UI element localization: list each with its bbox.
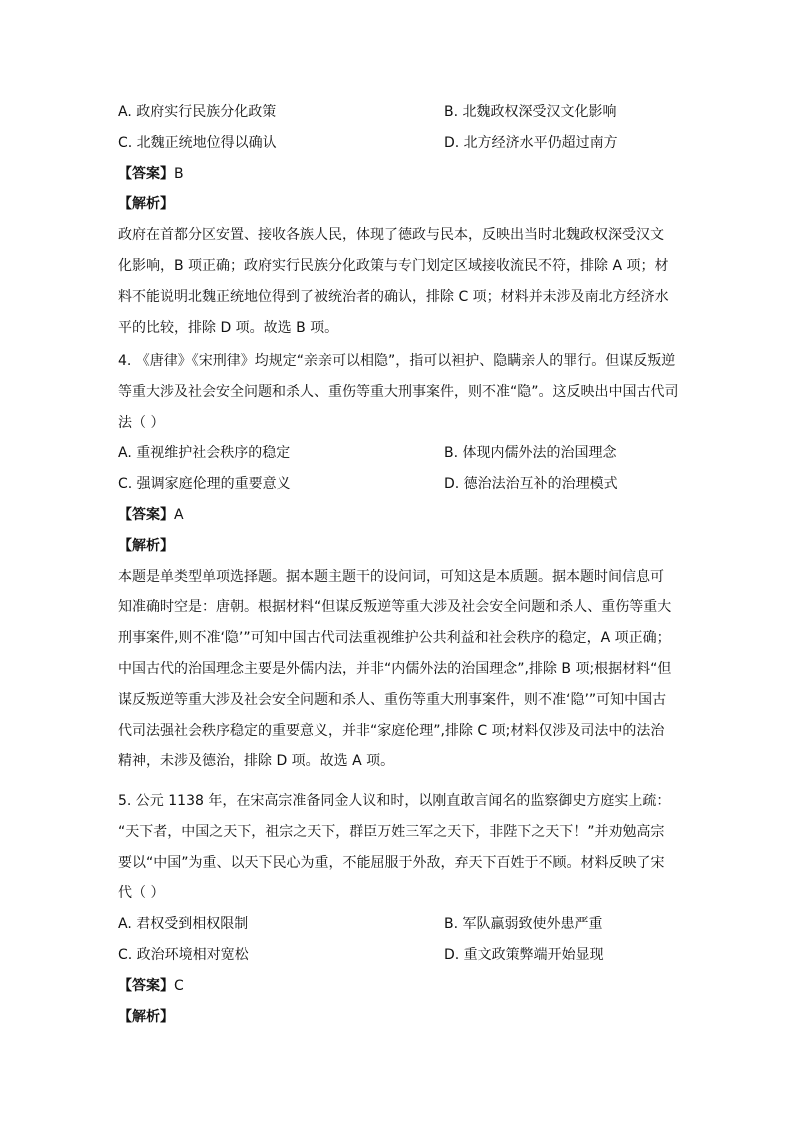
option-a: A. 重视维护社会秩序的稳定: [118, 445, 291, 462]
answer-value: B: [174, 165, 184, 182]
analysis-line: 政府在首都分区安置、接收各族人民，体现了德政与民本，反映出当时北魏政权深受汉文: [118, 227, 664, 244]
question-stem-line: “天下者，中国之天下，祖宗之天下，群臣万姓三军之天下，非陛下之天下！”并劝勉高宗: [118, 823, 665, 840]
analysis-line: 精神，未涉及德治，排除 D 项。故选 A 项。: [118, 753, 395, 770]
analysis-line: 知准确时空是：唐朝。根据材料“但谋反叛逆等重大涉及社会安全问题和杀人、重伤等重大: [118, 599, 672, 616]
analysis-line: 谋反叛逆等重大涉及社会安全问题和杀人、重伤等重大刑事案件，则不准‘隐’”可知中国古: [118, 691, 667, 708]
question-stem-line: 5. 公元 1138 年，在宋高宗准备同金人议和时，以刚直敢言闻名的监察御史方庭实上疏：: [118, 793, 671, 809]
option-b: B. 体现内儒外法的治国理念: [444, 445, 617, 462]
answer-label: 【答案】: [118, 506, 174, 523]
analysis-line: 刑事案件,则不准‘隐’”可知中国古代司法重视维护公共利益和社会秩序的稳定，A 项正确；: [118, 630, 671, 647]
options-row-cd: [118, 940, 678, 971]
options-row-ab: [118, 97, 678, 128]
answer-label: 【答案】: [118, 977, 174, 994]
answer-label: 【答案】: [118, 165, 174, 182]
answer-line: [118, 971, 678, 1002]
option-a: A. 政府实行民族分化政策: [118, 104, 277, 120]
analysis-label: 【解析】: [118, 537, 174, 554]
option-c: C. 强调家庭伦理的重要意义: [118, 476, 291, 493]
options-row-ab: [118, 909, 678, 940]
option-d: D. 德治法治互补的治理模式: [444, 476, 618, 493]
question-stem-line: 代（ ）: [118, 885, 165, 902]
question-5-block: [118, 786, 678, 1032]
question-stem-line: 法（ ）: [118, 414, 165, 431]
options-row-cd: [118, 128, 678, 159]
question-stem-line: 等重大涉及社会安全问题和杀人、重伤等重大刑事案件，则不准“隐”。这反映出中国古代司: [118, 383, 679, 400]
option-c: C. 北魏正统地位得以确认: [118, 134, 277, 151]
answer-line: [118, 500, 678, 531]
analysis-label: 【解析】: [118, 196, 174, 213]
question-stem-line: 要以“中国”为重、以天下民心为重，不能屈服于外敌，弃天下百姓于不顾。材料反映了宋: [118, 854, 665, 871]
option-d: D. 北方经济水平仍超过南方: [444, 134, 618, 151]
answer-value: A: [174, 506, 184, 523]
analysis-line: 化影响，B 项正确；政府实行民族分化政策与专门划定区域接收流民不符，排除 A 项；材: [118, 257, 669, 274]
answer-line: [118, 159, 678, 190]
analysis-label: 【解析】: [118, 1008, 174, 1025]
option-d: D. 重文政策弊端开始显现: [444, 946, 604, 963]
option-a: A. 君权受到相权限制: [118, 916, 249, 933]
analysis-line: 料不能说明北魏正统地位得到了被统治者的确认，排除 C 项；材料并未涉及南北方经济水: [118, 288, 669, 305]
analysis-line: 代司法强社会秩序稳定的重要意义，并非“家庭伦理”,排除 C 项;材料仅涉及司法中的法治: [118, 722, 665, 739]
option-b: B. 军队羸弱致使外患严重: [444, 916, 603, 933]
option-c: C. 政治环境相对宽松: [118, 946, 249, 963]
analysis-line: 本题是单类型单项选择题。据本题主题干的设问词，可知这是本质题。据本题时间信息可: [118, 568, 664, 585]
analysis-line: 中国古代的治国理念主要是外儒内法，并非“内儒外法的治国理念”,排除 B 项;根据材料“但: [118, 660, 672, 677]
question-stem-line: 4. 《唐律》《宋刑律》均规定“亲亲可以相隐”，指可以袒护、隐瞒亲人的罪行。但谋反叛逆: [118, 353, 676, 369]
analysis-line: 平的比较，排除 D 项。故选 B 项。: [118, 319, 339, 336]
option-b: B. 北魏政权深受汉文化影响: [444, 104, 617, 120]
answer-value: C: [174, 977, 184, 994]
options-row-ab: [118, 438, 678, 469]
question-4-block: [118, 346, 678, 777]
question-3-block: [118, 97, 678, 343]
options-row-cd: [118, 469, 678, 500]
